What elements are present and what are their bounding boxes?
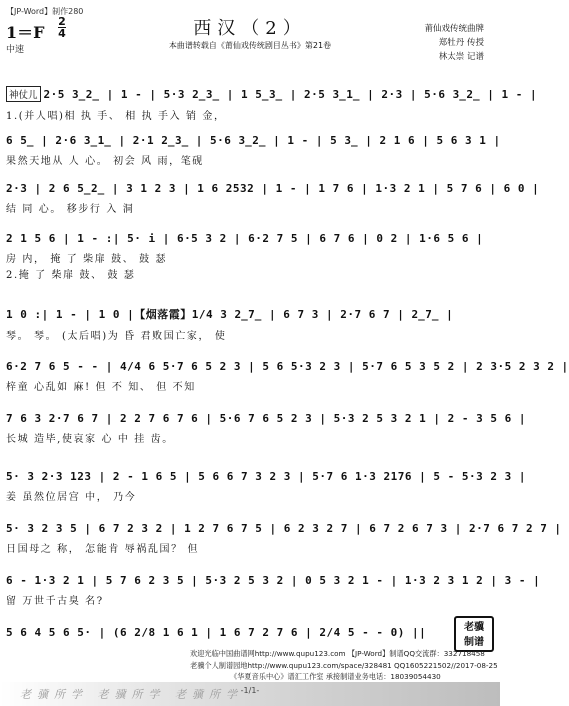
credit-line: 林太崇 记谱 [438,52,484,62]
score-line-11 [6,626,446,639]
lyric-row: 房 内， 掩 了 柴扉 鼓、 鼓 瑟 [6,254,168,265]
score-line-3 [6,182,540,215]
score-line-2 [6,134,501,167]
score-line-6 [6,360,569,393]
header-tag: 【JP-Word】制作280 [6,7,84,16]
lyric-row: 1.(并人唱)相 执 手、 相 执 手入 销 金， [6,111,226,122]
notation-row [6,86,538,102]
notes: 2·5 3̲2̲ | 1 - | 5·3 2̲3̲ | 1 5̲3̲ | 2·5 3̲1̲ | 2·3 | 5·6 3̲2̲ | 1 - | [43,88,538,101]
notation-row: 7 6 3 2·7 6 7 | 2 2 7 6 7 6 | 5·6 7 6 5 2 3 | 5·3 2 5 3 2 1 | 2 - 3 5 6 | [6,412,526,425]
lyric-row: 果然天地从 人 心。 初会 风 雨，笔砚 [6,156,204,167]
notation-row: 1 0 :| 1 - | 1 0 |【烟落霞】1/4 3 2̲7̲ | 6 7 3 | 2·7 6 7 | 2̲7̲ | [6,308,454,321]
credits [424,22,484,64]
watermark-text: 老骥所学 老骥所学 老骥所学 [20,688,243,701]
credit-line: 郑牡丹 传授 [438,38,484,48]
lyric-row-2: 2.掩 了 柴扉 鼓、 鼓 瑟 [6,270,136,281]
credit-line: 莆仙戏传统曲牌 [424,24,484,34]
seal-line: 制谱 [464,637,484,648]
footer-line: 欢迎光临中国曲谱网http://www.qupu123.com 【JP-Word】制谱QQ交流群：332718458 [190,649,485,658]
score-line-10 [6,574,541,607]
notation-row: 6 - 1·3 2 1 | 5 7 6 2 3 5 | 5·3 2 5 3 2 | 0 5 3 2 1 - | 1·3 2 3 1 2 | 3 - | [6,574,541,587]
notation-row: 6 5̲ | 2·6 3̲1̲ | 2·1 2̲3̲ | 5·6 3̲2̲ | 1 - | 5 3̲ | 2 1 6 | 5 6 3 1 | [6,134,501,147]
section-label: 神仗儿 [6,86,41,102]
meter-bottom: 4 [58,27,66,40]
lyric-row: 留 万世千古臭 名? [6,596,104,607]
page-title: 西汉（2） [193,18,307,39]
score-line-8 [6,470,526,503]
meter-top: 2 [58,15,66,28]
lyric-row: 姜 虽然位居宫 中， 乃今 [6,492,137,503]
notation-row: 5 6 4 5 6 5· | (6 2/8 1 6 1 | 1 6 7 2 7 6 | 2/4 5 - - 0) || [6,626,427,639]
score-line-9 [6,522,562,555]
score-line-7 [6,412,526,445]
notation-row: 2 1 5 6 | 1 - :| 5· i | 6·5 3 2 | 6·2 7 5 | 6 7 6 | 0 2 | 1·6 5 6 | [6,232,484,245]
notation-row: 5· 3 2 3 5 | 6 7 2 3 2 | 1 2 7 6 7 5 | 6 2 3 2 7 | 6 7 2 6 7 3 | 2·7 6 7 2 7 | [6,522,562,535]
lyric-row: 长城 造毕,使哀家 心 中 挂 齿。 [6,434,174,445]
lyric-row: 梓童 心乱如 麻! 但 不 知、 但 不知 [6,382,196,393]
lyric-row: 琴。 琴。 (太后唱)为 昏 君败国亡家， 使 [6,331,227,342]
score-line-4 [6,232,494,281]
author-seal [454,616,494,652]
lyric-row: 日国母之 称， 怎能肯 辱祸乱国？ 但 [6,544,200,555]
score-line-5 [6,306,494,342]
lyric-row: 结 同 心。 移步行 入 洞 [6,204,135,215]
tempo-marking: 中速 [6,45,25,55]
key-signature: 1＝F [6,23,45,42]
footer-line: 老骥个人制谱园地http://www.qupu123.com/space/328481 QQ1605221502//2017-08-25 [190,660,498,670]
page-subtitle: 本曲谱转载自《莆仙戏传统剧目丛书》第21卷 [168,41,332,50]
notation-row: 6·2 7 6 5 - - | 4/4 6 5·7 6 5 2 3 | 5 6 5·3 2 3 | 5·7 6 5 3 5 2 | 2 3·5 2 3 2 | [6,360,569,373]
notation-row: 2·3 | 2 6 5̲2̲ | 3 1 2 3 | 1 6 2532 | 1 - | 1 7 6 | 1·3 2 1 | 5 7 6 | 6 0 | [6,182,540,195]
notation-row: 5· 3 2·3 123 | 2 - 1 6 5 | 5 6 6 7 3 2 3 | 5·7 6 1·3 2176 | 5 - 5·3 2 3 | [6,470,526,483]
page-number: -1/1- [240,686,260,695]
score-line-1 [6,86,538,122]
footer [190,648,498,683]
seal-line: 老骥 [464,622,484,633]
footer-line: 《华夏音乐中心》谱汇工作室 承接制谱业务电话：18039054430 [230,672,441,681]
